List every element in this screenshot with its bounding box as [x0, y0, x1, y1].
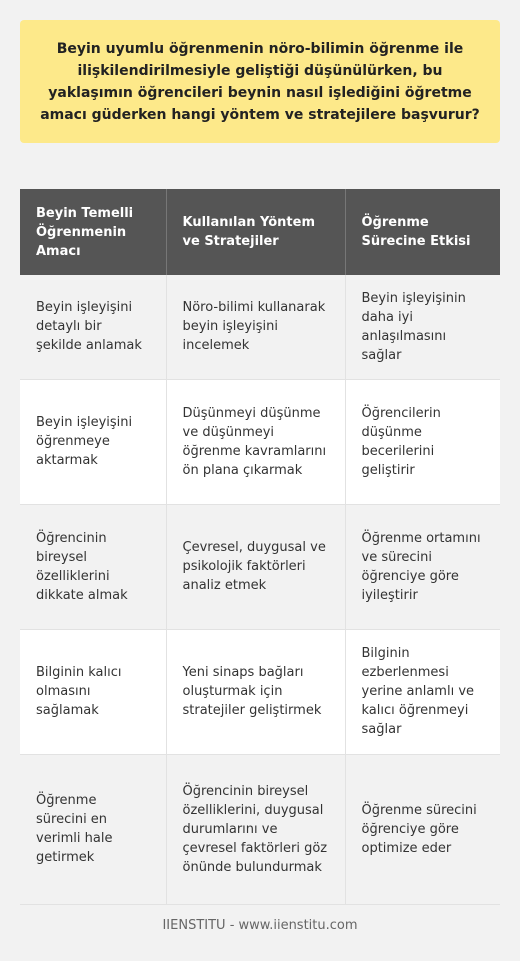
table-row	[20, 504, 500, 629]
table-cell: Öğrenme ortamını ve sürecini öğrenciye göre iyileştirir	[345, 504, 500, 629]
table-header-row	[20, 189, 500, 275]
question-text: Beyin uyumlu öğrenmenin nöro-bilimin öğrenme ile ilişkilendirilmesiyle geliştiği düşünülürken, bu yaklaşımın öğrencileri beynin nasıl işlediğini öğretme amacı güderken hangi yöntem ve stratejilere başvurur?	[40, 40, 480, 123]
table-cell: Nöro-bilimi kullanarak beyin işleyişini incelemek	[166, 275, 345, 379]
table-cell: Yeni sinaps bağları oluşturmak için stratejiler geliştirmek	[166, 629, 345, 754]
table-cell: Öğrencinin bireysel özelliklerini dikkate almak	[20, 504, 166, 629]
table-cell: Beyin işleyişinin daha iyi anlaşılmasını sağlar	[345, 275, 500, 379]
table-cell: Düşünmeyi düşünme ve düşünmeyi öğrenme kavramlarını ön plana çıkarmak	[166, 379, 345, 504]
header-cell-goal: Beyin Temelli Öğrenmenin Amacı	[20, 189, 166, 275]
table-cell: Öğrenme sürecini öğrenciye göre optimize eder	[345, 754, 500, 904]
table-row	[20, 379, 500, 504]
header-cell-methods: Kullanılan Yöntem ve Stratejiler	[166, 189, 345, 275]
table-cell: Bilginin ezberlenmesi yerine anlamlı ve kalıcı öğrenmeyi sağlar	[345, 629, 500, 754]
header-cell-effect: Öğrenme Sürecine Etkisi	[345, 189, 500, 275]
table-cell: Çevresel, duygusal ve psikolojik faktörleri analiz etmek	[166, 504, 345, 629]
table-row	[20, 275, 500, 379]
table-cell: Öğrencilerin düşünme becerilerini geliştirir	[345, 379, 500, 504]
comparison-table	[20, 189, 500, 905]
table-cell: Beyin işleyişini öğrenmeye aktarmak	[20, 379, 166, 504]
question-box	[20, 20, 500, 143]
footer-credit: IIENSTITU - www.iienstitu.com	[162, 918, 358, 933]
table-cell: Bilginin kalıcı olmasını sağlamak	[20, 629, 166, 754]
table-cell: Beyin işleyişini detaylı bir şekilde anlamak	[20, 275, 166, 379]
table-row	[20, 754, 500, 904]
table-cell: Öğrencinin bireysel özelliklerini, duygusal durumlarını ve çevresel faktörleri göz önünde bulundurmak	[166, 754, 345, 904]
table-cell: Öğrenme sürecini en verimli hale getirmek	[20, 754, 166, 904]
table-row	[20, 629, 500, 754]
